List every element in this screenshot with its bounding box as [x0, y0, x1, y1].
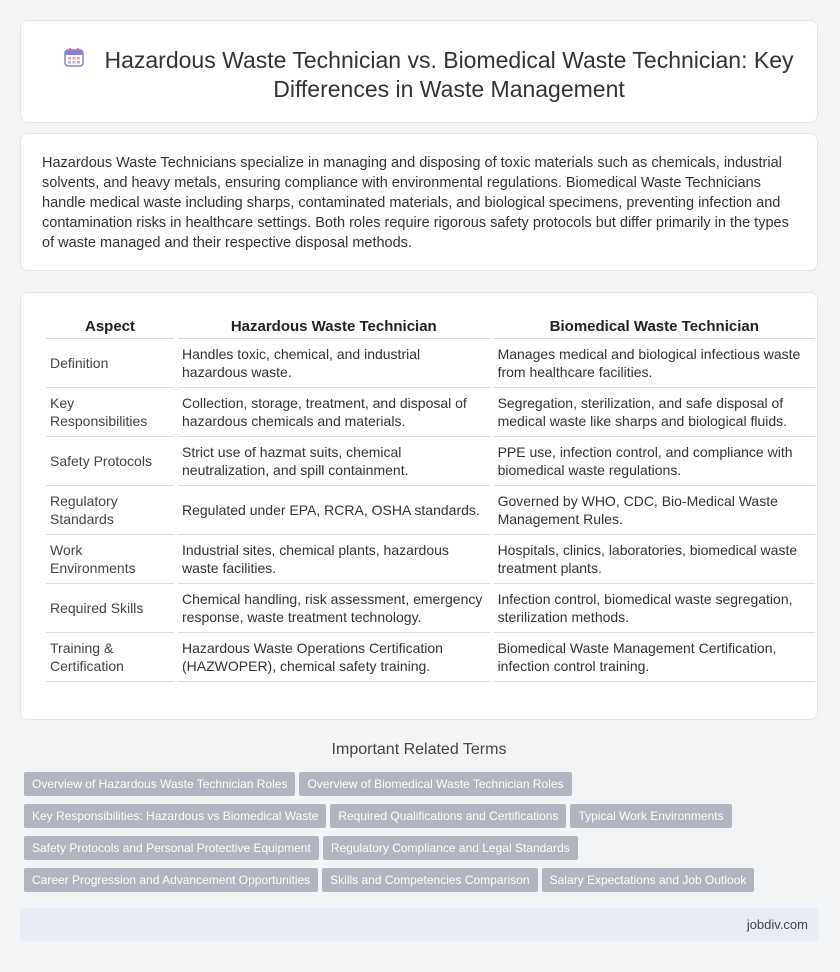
biomedical-cell: Segregation, sterilization, and safe disposal of medical waste like sharps and biological fluids.: [494, 388, 815, 437]
table-row: [46, 486, 815, 535]
biomedical-cell: Infection control, biomedical waste segregation, sterilization methods.: [494, 584, 815, 633]
related-term-tag[interactable]: Overview of Biomedical Waste Technician Roles: [299, 772, 571, 796]
table-header-row: [46, 314, 815, 339]
related-terms-heading: Important Related Terms: [331, 741, 507, 758]
related-term-tag[interactable]: Skills and Competencies Comparison: [322, 868, 537, 892]
related-term-tag[interactable]: Salary Expectations and Job Outlook: [542, 868, 755, 892]
table-row: [46, 535, 815, 584]
column-header: Hazardous Waste Technician: [178, 314, 490, 339]
footer: [20, 908, 818, 941]
hazardous-cell: Industrial sites, chemical plants, hazardous waste facilities.: [178, 535, 490, 584]
hazardous-cell: Chemical handling, risk assessment, emergency response, waste treatment technology.: [178, 584, 490, 633]
footer-site-link[interactable]: jobdiv.com: [746, 917, 808, 932]
table-row: [46, 339, 815, 388]
comparison-table: [42, 314, 819, 682]
hazardous-cell: Regulated under EPA, RCRA, OSHA standards.: [178, 486, 490, 535]
related-terms-list: [24, 772, 814, 900]
aspect-cell: Key Responsibilities: [46, 388, 174, 437]
aspect-cell: Definition: [46, 339, 174, 388]
aspect-cell: Required Skills: [46, 584, 174, 633]
hazardous-cell: Hazardous Waste Operations Certification (HAZWOPER), chemical safety training.: [178, 633, 490, 682]
aspect-cell: Training & Certification: [46, 633, 174, 682]
related-term-tag[interactable]: Required Qualifications and Certifications: [330, 804, 566, 828]
aspect-cell: Work Environments: [46, 535, 174, 584]
table-row: [46, 437, 815, 486]
intro-paragraph: Hazardous Waste Technicians specialize in managing and disposing of toxic materials such as chemicals, industrial solvents, and heavy metals, ensuring compliance with environmental regulations. Biomedical Waste Technicians handle medical waste including sharps, contaminated materials, and biological specimens, preventing infection and contamination risks in healthcare settings. Both roles require rigorous safety protocols but differ primarily in the types of waste managed and their respective disposal methods.: [42, 155, 789, 251]
biomedical-cell: PPE use, infection control, and compliance with biomedical waste regulations.: [494, 437, 815, 486]
related-term-tag[interactable]: Safety Protocols and Personal Protective Equipment: [24, 836, 319, 860]
table-row: [46, 584, 815, 633]
hazardous-cell: Strict use of hazmat suits, chemical neutralization, and spill containment.: [178, 437, 490, 486]
related-term-tag[interactable]: Typical Work Environments: [570, 804, 731, 828]
table-row: [46, 388, 815, 437]
aspect-cell: Regulatory Standards: [46, 486, 174, 535]
hazardous-cell: Handles toxic, chemical, and industrial hazardous waste.: [178, 339, 490, 388]
page-title: Hazardous Waste Technician vs. Biomedical Waste Technician: Key Differences in Waste Management: [104, 47, 794, 102]
biomedical-cell: Manages medical and biological infectious waste from healthcare facilities.: [494, 339, 815, 388]
title-card: [20, 20, 818, 123]
related-term-tag[interactable]: Key Responsibilities: Hazardous vs Biomedical Waste: [24, 804, 326, 828]
intro-card: [20, 133, 818, 271]
biomedical-cell: Governed by WHO, CDC, Bio-Medical Waste Management Rules.: [494, 486, 815, 535]
comparison-card: [20, 292, 818, 720]
related-terms-section: [20, 740, 818, 887]
column-header: Aspect: [46, 314, 174, 339]
related-term-tag[interactable]: Regulatory Compliance and Legal Standards: [323, 836, 578, 860]
related-term-tag[interactable]: Career Progression and Advancement Opportunities: [24, 868, 318, 892]
aspect-cell: Safety Protocols: [46, 437, 174, 486]
column-header: Biomedical Waste Technician: [494, 314, 815, 339]
table-row: [46, 633, 815, 682]
calendar-icon: [63, 46, 85, 68]
biomedical-cell: Hospitals, clinics, laboratories, biomedical waste treatment plants.: [494, 535, 815, 584]
hazardous-cell: Collection, storage, treatment, and disposal of hazardous chemicals and materials.: [178, 388, 490, 437]
biomedical-cell: Biomedical Waste Management Certification, infection control training.: [494, 633, 815, 682]
related-term-tag[interactable]: Overview of Hazardous Waste Technician Roles: [24, 772, 295, 796]
